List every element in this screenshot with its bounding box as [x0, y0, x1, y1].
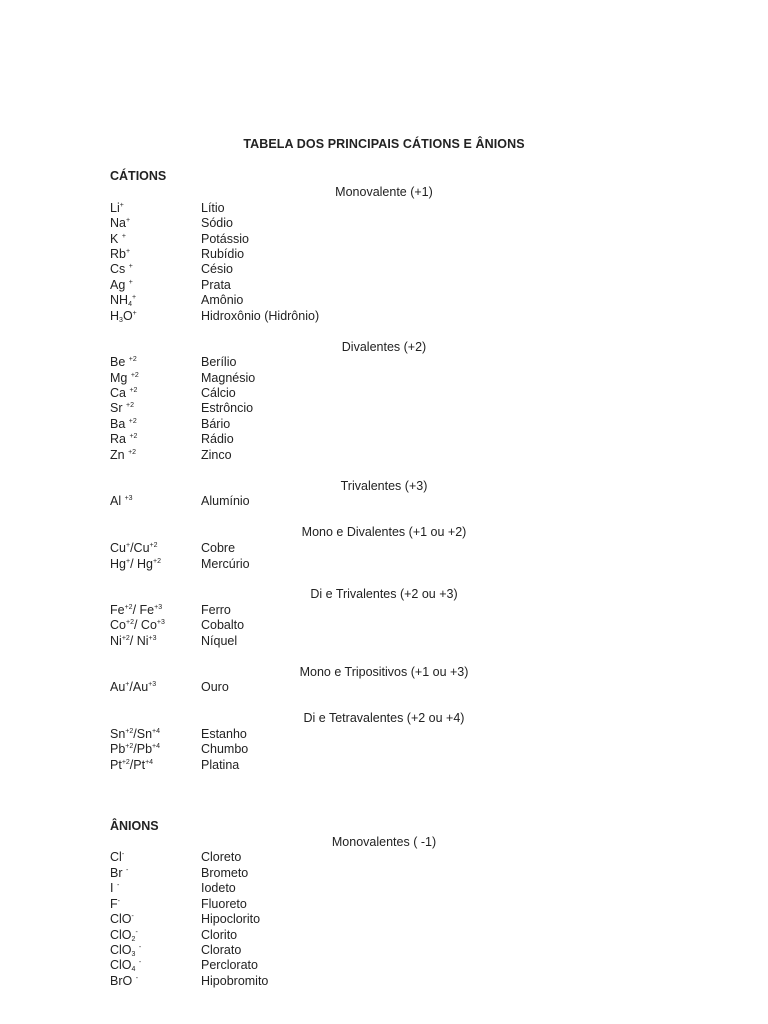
- ion-symbol: I -: [110, 881, 120, 895]
- ion-name: Amônio: [201, 293, 244, 307]
- ion-name: Cloreto: [201, 850, 242, 864]
- ion-symbol: $Co^{+2}/$ $Co^{+3}$: [110, 618, 165, 632]
- ion-name: Zinco: [201, 448, 232, 462]
- group-heading: Trivalentes (+3): [340, 479, 428, 493]
- ion-name: Berílio: [201, 355, 237, 369]
- ion-name: Alumínio: [201, 494, 250, 508]
- ion-name: Perclorato: [201, 958, 258, 972]
- group-heading: Mono e Divalentes (+1 ou +2): [301, 525, 467, 539]
- ion-symbol: Na+: [110, 216, 131, 230]
- ion-symbol: Li+: [110, 201, 124, 215]
- ion-symbol: $Sn^{+2}/Sn^{+4}$: [110, 727, 161, 741]
- ion-symbol: Ca $^{+2}$: [110, 386, 138, 400]
- ion-name: Iodeto: [201, 881, 236, 895]
- ion-symbol: K +: [110, 232, 126, 246]
- page-title: TABELA DOS PRINCIPAIS CÁTIONS E ÂNIONS: [243, 137, 525, 151]
- ion-symbol: Cs +: [110, 262, 133, 276]
- cations-heading: CÁTIONS: [110, 169, 167, 183]
- ion-symbol: $Cu^+/Cu^{+2}$: [110, 541, 158, 555]
- ion-name: Cálcio: [201, 386, 236, 400]
- ion-symbol: Rb+: [110, 247, 131, 261]
- ion-symbol: Br -: [110, 866, 129, 880]
- ion-name: Rubídio: [201, 247, 245, 261]
- ion-symbol: $Ni^{+2}/$ $Ni^{+3}$: [110, 634, 157, 648]
- ion-symbol: Be $^{+2}$: [110, 355, 137, 369]
- ion-name: Sódio: [201, 216, 233, 230]
- group-heading: Mono e Tripositivos (+1 ou +3): [299, 665, 469, 679]
- ion-symbol: Hg+/ $Hg^{+2}$: [110, 557, 161, 571]
- ion-symbol: Zn $^{+2}$: [110, 448, 137, 462]
- group-heading: Monovalente (+1): [335, 185, 433, 199]
- ion-name: Magnésio: [201, 371, 256, 385]
- ion-symbol: Ba $^{+2}$: [110, 417, 137, 431]
- ion-name: Hidroxônio (Hidrônio): [201, 309, 320, 323]
- ion-symbol: Cl-: [110, 850, 125, 864]
- ion-symbol: $Pb^{+2}/Pb^{+4}$: [110, 742, 161, 756]
- ion-name: Chumbo: [201, 742, 249, 756]
- ion-symbol: Ag +: [110, 278, 133, 292]
- ion-symbol: $Pt^{+2}/Pt^{+4}$: [110, 758, 154, 772]
- ion-name: Cobre: [201, 541, 236, 555]
- ion-symbol: Mg $^{+2}$: [110, 371, 139, 385]
- group-heading: Divalentes (+2): [341, 340, 427, 354]
- ion-name: Bário: [201, 417, 231, 431]
- ion-name: Estrôncio: [201, 401, 254, 415]
- ion-name: Clorato: [201, 943, 242, 957]
- ion-name: Césio: [201, 262, 233, 276]
- ion-name: Brometo: [201, 866, 249, 880]
- ion-symbol: Sr $^{+2}$: [110, 401, 134, 415]
- ion-name: Fluoreto: [201, 897, 247, 911]
- ion-name: Prata: [201, 278, 231, 292]
- ion-name: Hipoclorito: [201, 912, 261, 926]
- ion-name: Estanho: [201, 727, 247, 741]
- ion-name: Clorito: [201, 928, 238, 942]
- group-heading: Monovalentes ( -1): [331, 835, 437, 849]
- ion-name: Potássio: [201, 232, 249, 246]
- ion-symbol: $Fe^{+2}/$ $Fe^{+3}$: [110, 603, 163, 617]
- ion-name: Níquel: [201, 634, 238, 648]
- ion-name: Ouro: [201, 680, 229, 694]
- ion-name: Platina: [201, 758, 240, 772]
- ion-symbol: $NH_4^+$: [110, 293, 137, 308]
- ion-symbol: Al $^{+3}$: [110, 494, 133, 508]
- ion-name: Mercúrio: [201, 557, 250, 571]
- ion-name: Cobalto: [201, 618, 245, 632]
- ion-name: Ferro: [201, 603, 231, 617]
- ion-symbol: ClO$_2$-: [110, 928, 138, 943]
- ion-symbol: Ra $^{+2}$: [110, 432, 138, 446]
- anions-heading: ÂNIONS: [110, 819, 159, 833]
- ion-name: Hipobromito: [201, 974, 269, 988]
- ion-symbol: ClO$_3$ -: [110, 943, 142, 958]
- group-heading: Di e Trivalentes (+2 ou +3): [310, 587, 458, 601]
- group-heading: Di e Tetravalentes (+2 ou +4): [303, 711, 465, 725]
- ion-symbol: $H_3O^+$: [110, 309, 137, 324]
- ion-symbol: ClO$_4$ -: [110, 958, 142, 973]
- ion-name: Rádio: [201, 432, 234, 446]
- ion-symbol: BrO -: [110, 974, 139, 988]
- ion-symbol: $Au^+/Au^{+3}$: [110, 680, 157, 694]
- ion-name: Lítio: [201, 201, 225, 215]
- ion-symbol: ClO-: [110, 912, 134, 926]
- ion-symbol: F-: [110, 897, 120, 911]
